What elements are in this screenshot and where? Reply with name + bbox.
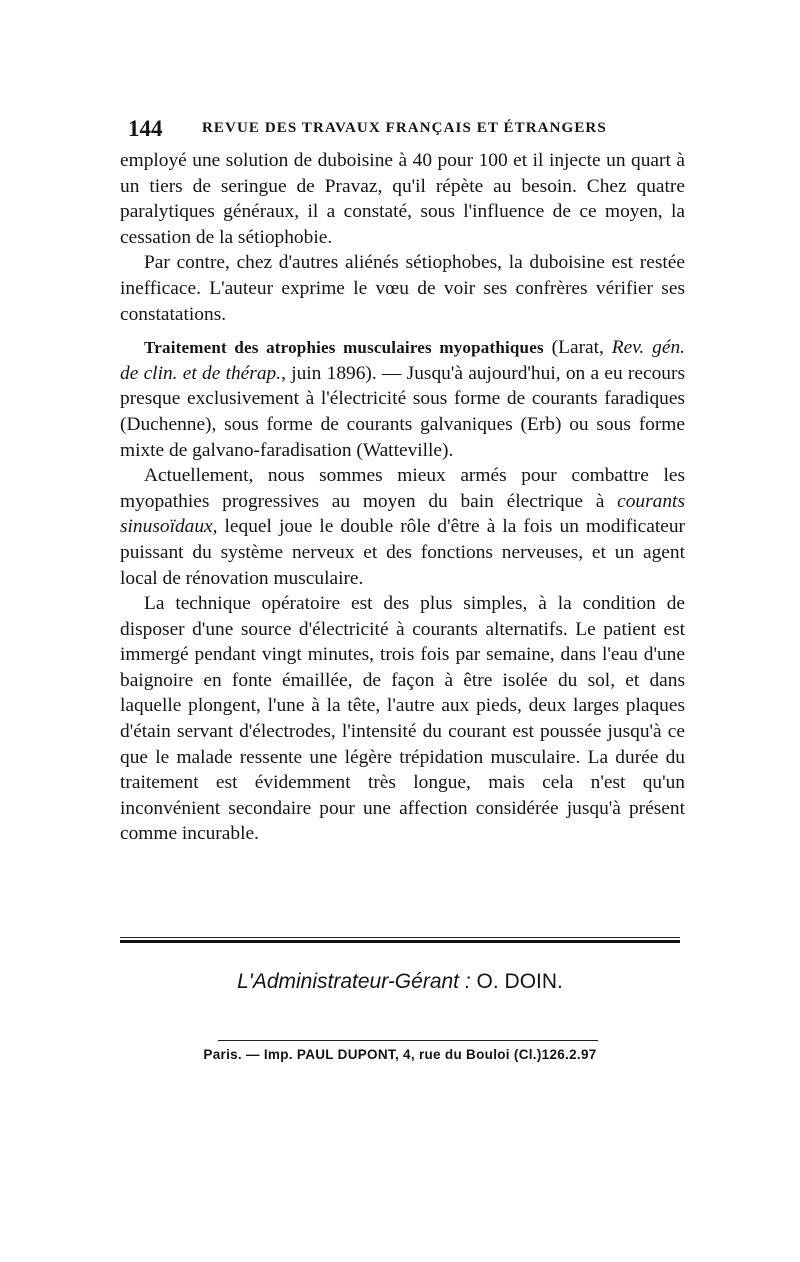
page-header <box>124 116 684 142</box>
page-number: 144 <box>128 116 163 141</box>
paragraph-text-a: Actuellement, nous sommes mieux armés pour combattre les myopathies progressives au moyen du bain électrique à <box>120 465 685 512</box>
admin-title: L'Administrateur-Gérant : <box>237 970 471 993</box>
administrator-line <box>0 970 800 994</box>
citation-journal: Rev. gén. de clin. et de thérap. <box>120 337 685 384</box>
italic-term: courants sinusoïdaux, <box>120 490 685 538</box>
paragraph-bain-electrique <box>120 463 685 591</box>
printer-imprint: Paris. — Imp. PAUL DUPONT, 4, rue du Bouloi (Cl.)126.2.97 <box>203 1047 597 1062</box>
paragraph-atrophies-text: Jusqu'à aujourd'hui, on a eu recours presque exclusivement à l'électricité sous forme de courants faradiques (Duchenne), sous forme de courants galvaniques (Erb) ou sous forme mixte de galvano-faradisation (Watteville). <box>120 362 685 461</box>
paragraph-text-b: lequel joue le double rôle d'être à la fois un modificateur puissant du système nerveux et des fonctions nerveuses, et un agent local de rénovation musculaire. <box>120 516 685 589</box>
footer-rule-thin <box>120 937 680 938</box>
paragraph-atrophies <box>120 335 685 463</box>
paragraph-continuation: employé une solution de duboisine à 40 pour 100 et il injecte un quart à un tiers de seringue de Pravaz, qu'il répète au besoin. Chez quatre paralytiques généraux, il a constaté, sous l'influence de ce moyen, la cessation de la sétiophobie. <box>120 150 685 248</box>
paragraph-duboisine-conclusion: Par contre, chez d'autres aliénés sétiophobes, la duboisine est restée inefficace. L'auteur exprime le vœu de voir ses confrères vérifier ses constatations. <box>120 252 685 325</box>
citation-close: , juin 1896). — <box>281 362 407 384</box>
citation-open: (Larat, <box>543 337 612 359</box>
footer-rule-thick <box>120 940 680 943</box>
section-heading: Traitement des atrophies musculaires myopathiques <box>144 338 544 358</box>
imprint-rule <box>218 1040 598 1041</box>
running-head: REVUE DES TRAVAUX FRANÇAIS ET ÉTRANGERS <box>202 120 607 136</box>
paragraph-technique: La technique opératoire est des plus simples, à la condition de disposer d'une source d'électricité à courants alternatifs. Le patient est immergé pendant vingt minutes, trois fois par semaine, dans l'eau d'une baignoire en fonte émaillée, de façon à être isolée du sol, et dans laquelle plongent, l'une à la tête, l'autre aux pieds, deux larges plaques d'étain servant d'électrodes, l'intensité du courant est poussée jusqu'à ce que le malade ressente une légère trépidation musculaire. La durée du traitement est évidemment très longue, mais cela n'est qu'un inconvénient secondaire pour une affection considérée jusqu'à présent comme incurable. <box>120 593 685 845</box>
admin-name: O. DOIN. <box>470 970 563 993</box>
article-body <box>120 148 685 847</box>
